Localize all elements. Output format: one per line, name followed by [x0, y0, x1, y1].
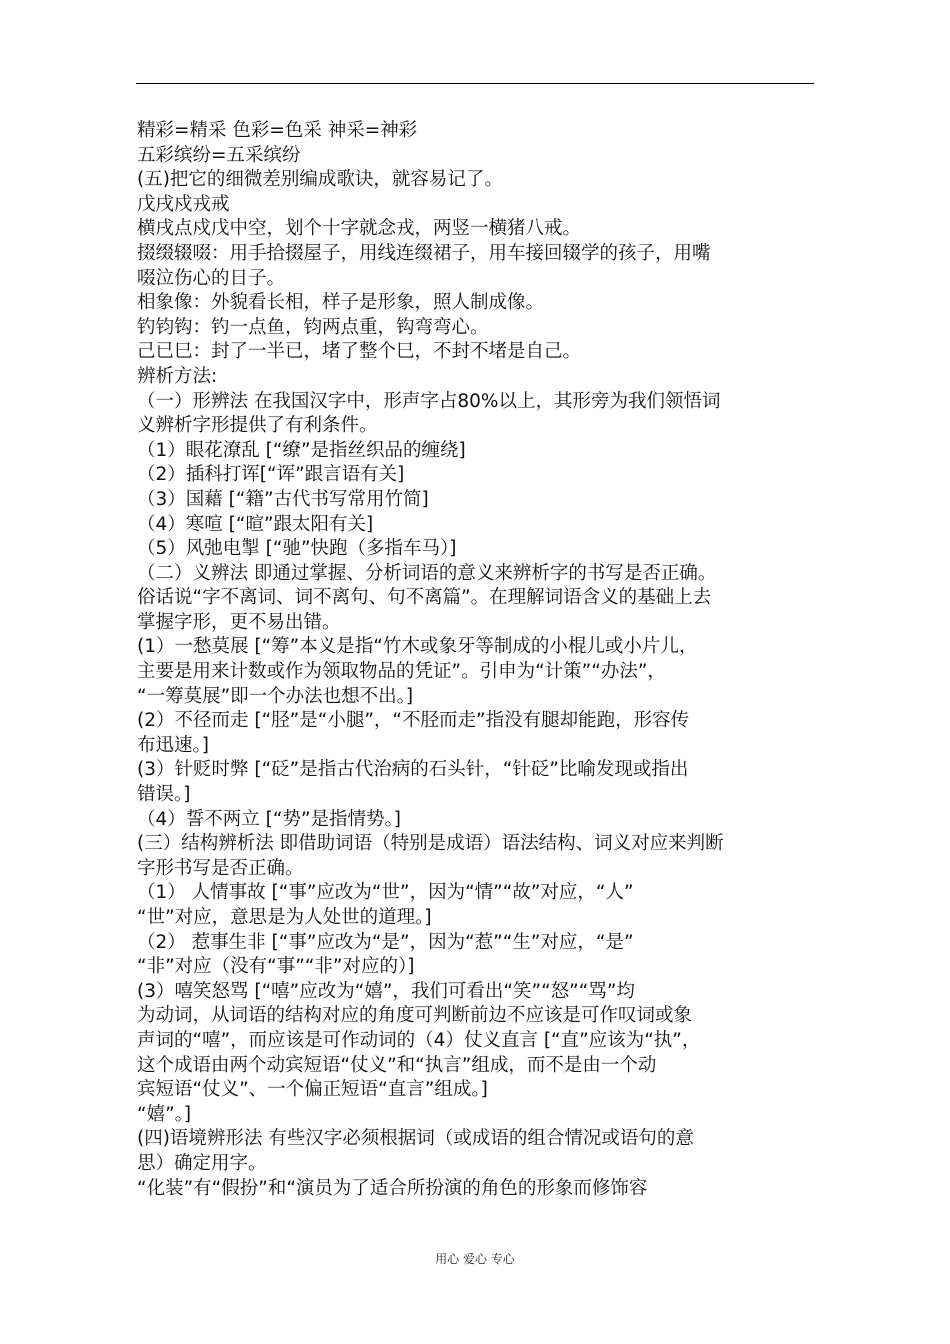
text-line: （1） 人情事故 [“事”应改为“世”，因为“情”“故”对应，“人” — [137, 882, 634, 904]
text-line: (四)语境辨形法 有些汉字必须根据词（或成语的组合情况或语句的意 — [137, 1128, 694, 1150]
text-line: 义辨析字形提供了有利条件。 — [137, 415, 378, 437]
text-line: 声词的“嘻”，而应该是可作动词的（4）仗义直言 [“直”应该为“执”， — [137, 1029, 701, 1051]
text-line: “非”对应（没有“事”“非”对应的）] — [137, 956, 415, 978]
text-line: “世”对应，意思是为人处世的道理。] — [137, 907, 432, 928]
text-line: （4）誓不两立 [“势”是指情势。] — [137, 808, 402, 830]
text-line: （2）插科打诨[“诨”跟言语有关] — [137, 464, 405, 486]
text-line: 这个成语由两个动宾短语“仗义”和“执言”组成，而不是由一个动 — [137, 1054, 657, 1076]
text-line: “嬉”。] — [137, 1103, 192, 1125]
header-rule — [136, 83, 814, 84]
text-line: 掌握字形，更不易出错。 — [137, 611, 341, 633]
text-line: 辨析方法: — [137, 365, 218, 387]
text-line: 相象像：外貌看长相，样子是形象，照人制成像。 — [137, 292, 545, 314]
text-line: 主要是用来计数或作为领取物品的凭证”。引申为“计策”“办法”， — [137, 661, 666, 683]
text-line: (三）结构辨析法 即借助词语（特别是成语）语法结构、词义对应来判断 — [137, 833, 724, 855]
text-line: (1）一愁莫展 [“筹”本义是指“竹木或象牙等制成的小棍儿或小片儿， — [137, 636, 698, 658]
text-line: 思）确定用字。 — [137, 1152, 267, 1174]
page-footer: 用心 爱心 专心 — [435, 1252, 515, 1266]
text-line: 钓钧钩：钓一点鱼，钧两点重，钩弯弯心。 — [137, 316, 489, 338]
text-line: （4）寒喧 [“暄”跟太阳有关] — [137, 513, 374, 535]
text-line: 啜泣伤心的日子。 — [137, 267, 286, 289]
text-line: “一筹莫展”即一个办法也想不出。] — [137, 685, 414, 707]
text-line: (2）不径而走 [“胫”是“小腿”，“不胫而走”指没有腿却能跑，形容传 — [137, 710, 690, 732]
text-line: （二）义辨法 即通过掌握、分析词语的意义来辨析字的书写是否正确。 — [137, 562, 717, 584]
text-line: 戊戌戍戎戒 — [137, 193, 230, 215]
text-line: (3）针贬时弊 [“砭”是指古代治病的石头针，“针砭”比喻发现或指出 — [137, 759, 689, 781]
text-line: 宾短语“仗义”、一个偏正短语“直言”组成。] — [137, 1079, 488, 1101]
text-line: 俗话说“字不离词、词不离句、句不离篇”。在理解词语含义的基础上去 — [137, 587, 712, 609]
text-line: 错误。] — [137, 784, 191, 806]
text-line: “化装”有“假扮”和“演员为了适合所扮演的角色的形象而修饰容 — [137, 1177, 648, 1199]
text-line: （5）风弛电掣 [“驰”快跑（多指车马）] — [137, 538, 457, 560]
document-body — [137, 119, 815, 1201]
text-line: （1）眼花潦乱 [“缭”是指丝织品的缠绕] — [137, 439, 466, 461]
text-line: 布迅速。] — [137, 734, 209, 756]
text-line: (3）嘻笑怒骂 [“嘻”应改为“嬉”，我们可看出“笑”“怒”“骂”均 — [137, 980, 635, 1002]
text-line: 掇缀辍啜：用手拾掇屋子，用线连缀裙子，用车接回辍学的孩子，用嘴 — [137, 242, 711, 264]
text-line: （一）形辨法 在我国汉字中，形声字占80%以上，其形旁为我们领悟词 — [137, 390, 721, 412]
text-line: 横戌点戍戊中空，划个十字就念戎，两竖一横猪八戒。 — [137, 218, 582, 240]
text-line: 字形书写是否正确。 — [137, 857, 304, 879]
text-line: （3）国藉 [“籍”古代书写常用竹简] — [137, 488, 429, 510]
text-line: 五彩缤纷=五采缤纷 — [137, 144, 301, 166]
text-line: （2） 惹事生非 [“事”应改为“是”，因为“惹”“生”对应，“是” — [137, 931, 634, 953]
text-line: 精彩=精采 色彩=色采 神采=神彩 — [137, 120, 418, 141]
text-line: (五)把它的细微差别编成歌诀，就容易记了。 — [137, 169, 503, 191]
text-line: 为动词，从词语的结构对应的角度可判断前边不应该是可作叹词或象 — [137, 1005, 693, 1027]
text-line: 己已巳：封了一半已，堵了整个巳，不封不堵是自己。 — [137, 341, 582, 363]
